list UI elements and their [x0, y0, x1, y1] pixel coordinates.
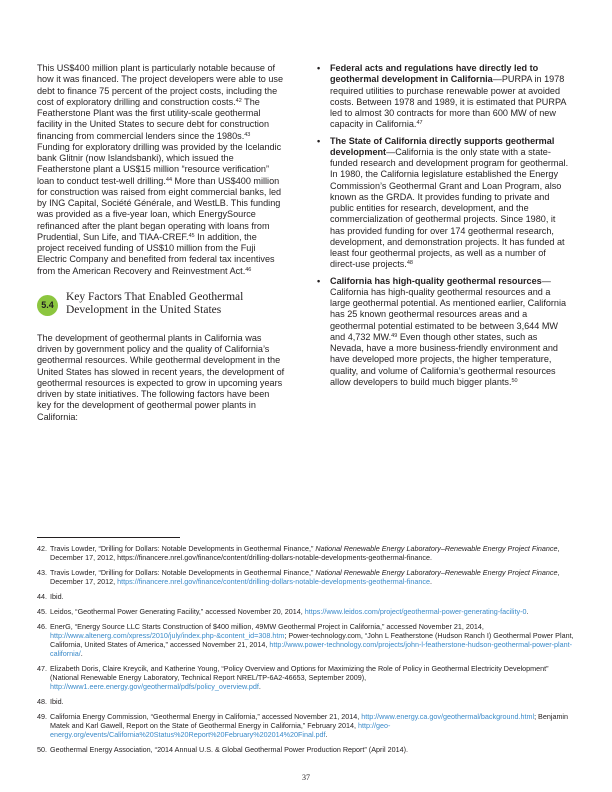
footnote-link[interactable]: http://geo-energy.org/events/California%20Status%20Report%20February%202014%20Final.pdf	[50, 721, 391, 740]
footnote-link[interactable]: http://www.altenerg.com/xpress/2010/july/index.php-&content_id=308.htm	[50, 630, 285, 640]
footnote-47: 47. Elizabeth Doris, Claire Kreycik, and Katherine Young, “Policy Overview and Options for Maximizing the Role of Policy in Geothermal Electricity Development” (National Renewable Energy Laboratory, Technical Report NREL/TP-6A2-46653, September 2009), http://www1.eere.energy.gov/geothermal/pdfs/policy_overview.pdf.	[37, 664, 549, 692]
footnote-43: 43. Travis Lowder, “Drilling for Dollars: Notable Developments in Geothermal Finance,” National Renewable Energy Laboratory–Renewable Energy Project Finance, December 17, 2012, https://financere.nrel.gov/finance/content/drilling-dollars-notable-developments-geothermal-finance.	[37, 568, 560, 587]
bullet-icon: •	[317, 275, 321, 286]
intro-paragraph: This US$400 million plant is particularly notable because of how it was financed. The project developers were able to use debt to finance 75 percent of the project costs, including the cost of exploratory drilling and construction costs.$^{42}$ The Featherstone Plant was the first utility-scale geothermal facility in the United States to secure debt for construction financing from commercial lenders since the 1980s.$^{43}$ Funding for exploratory drilling was provided by the Icelandic bank Glitnir (now Islandsbanki), which issued the Featherstone plant a US$15 million “resource verification” loan to conduct test-well drilling.$^{44}$ More than US$400 million for construction was raised from eight commercial banks, led by ING Capital, Société Générale, and WestLB. This funding was provided as a five-year loan, which EnergySource refinanced after the plant began operating with loans from Prudential, Sun Life, and TIAA-CREF.$^{45}$ In addition, the project received funding of US$10 million from the Fuji Electric Company and benefited from federal tax incentives from the American Recovery and Reinvestment Act.$^{46}$	[37, 63, 284, 276]
section-number-badge: 5.4	[37, 295, 58, 316]
list-item-lead: The State of California directly supports geothermal development	[330, 135, 555, 157]
list-item-lead: California has high-quality geothermal resources	[330, 275, 542, 286]
list-item-lead: Federal acts and regulations have directly led to geothermal development in California	[330, 63, 539, 85]
footnote-ref-49[interactable]: 49	[391, 332, 398, 339]
bullet-icon: •	[317, 63, 321, 73]
footnote-ref-50[interactable]: 50	[511, 377, 518, 384]
footnote-link[interactable]: http://www.power-technology.com/projects/john-l-featherstone-hudson-geothermal-power-plant-california/	[50, 640, 573, 659]
footnote-divider	[37, 537, 180, 538]
section-title: Key Factors That Enabled Geothermal Development in the United States	[66, 290, 244, 316]
footnote-link[interactable]: https://www.leidos.com/project/geothermal-power-generating-facility-0	[304, 606, 527, 616]
footnotes	[37, 544, 574, 760]
footnote-ref-42[interactable]: 42	[235, 97, 242, 104]
list-item	[316, 136, 572, 271]
key-factors-list	[316, 63, 572, 388]
footnote-44: 44. Ibid.	[37, 592, 64, 601]
list-item-text: —PURPA in 1978 required utilities to purchase renewable power at avoided costs. Between 1978 and 1989, it is estimated that PURPA led to almost 30 contracts for more than 600 MW of new capacity in California.	[330, 74, 566, 130]
footnote-42: 42. Travis Lowder, “Drilling for Dollars: Notable Developments in Geothermal Finance,” National Renewable Energy Laboratory–Renewable Energy Project Finance, December 17, 2012, https://financere.nrel.gov/finance/content/drilling-dollars-notable-developments-geothermal-finance.	[37, 544, 560, 563]
footnote-ref-45[interactable]: 45	[188, 232, 195, 239]
left-column	[37, 63, 285, 423]
footnote-ref-43[interactable]: 43	[244, 131, 251, 138]
footnote-50: 50. Geothermal Energy Association, “2014 Annual U.S. & Global Geothermal Power Production Report” (April 2014).	[37, 745, 408, 755]
footnote-ref-48[interactable]: 48	[406, 260, 413, 267]
section-paragraph: The development of geothermal plants in California was driven by government policy and the quality of California’s geothermal resources. While geothermal development in the United States has slowed in recent years, the development of geothermal resources is expected to grow in upcoming years driven by state initiatives. The following factors have been key for the development of geothermal power plants in California:	[37, 332, 285, 422]
footnote-link[interactable]: http://www.energy.ca.gov/geothermal/background.html	[361, 712, 535, 721]
footnote-link[interactable]: http://www1.eere.energy.gov/geothermal/pdfs/policy_overview.pdf	[50, 682, 259, 692]
bullet-icon: •	[317, 135, 321, 146]
footnote-ref-44[interactable]: 44	[165, 176, 173, 183]
footnote-link[interactable]: https://financere.nrel.gov/finance/content/drilling-dollars-notable-developments-geothermal-finance	[117, 577, 430, 587]
footnote-45: 45. Leidos, “Geothermal Power Generating Facility,” accessed November 20, 2014, https://www.leidos.com/project/geothermal-power-generating-facility-0.	[37, 606, 529, 616]
right-column	[316, 63, 572, 393]
list-item-text: —California has high-quality geothermal resources and a large geothermal potential. As mentioned earlier, California has 25 known geothermal resources areas and a geothermal potential estimated to be between 3,644 MW and 4,732 MW.	[330, 275, 567, 342]
page-number: 37	[302, 773, 310, 782]
footnote-46: 46. EnerG, “Energy Source LLC Starts Construction of $400 million, 49MW Geothermal Project in California,” accessed November 21, 2014, http://www.altenerg.com/xpress/2010/july/index.php-&content_id=308.htm; Power-technology.com, “John L Featherstone (Hudson Ranch I) Geothermal Power Plant, California, United States of America,” accessed November 21, 2014, http://www.power-technology.com/projects/john-l-featherstone-hudson-geothermal-power-plant-california/.	[37, 621, 574, 659]
list-item-text: Even though other states, such as Nevada, have a more business-friendly environment and have developed more projects, the higher temperature, quality, and volume of California’s geothermal resources allow developers to build much bigger plants.	[330, 331, 558, 387]
list-item-text: —California is the only state with a state-funded research and development program for geothermal. In 1980, the California legislature established the Energy Commission’s Geothermal Grant and Loan Program, also known as the GRDA. It provides funding to private and public entities for research, development, and the commercialization of geothermal projects. Since 1980, it has provided funding for over 174 geothermal research, development, and demonstration projects. It has funded at least four geothermal projects, as well as a number of direct-use projects.	[330, 146, 569, 270]
list-item	[316, 276, 572, 389]
section-heading	[37, 291, 285, 321]
list-item	[316, 63, 572, 131]
footnote-ref-46[interactable]: 46	[245, 266, 252, 273]
footnote-48: 48. Ibid.	[37, 697, 64, 707]
footnote-49: 49. California Energy Commission, “Geothermal Energy in California,” accessed November 21, 2014, http://www.energy.ca.gov/geothermal/background.html; Benjamin Matek and Karl Gawell, Report on the State of Geothermal Energy in California,” February 2014, http://geo-energy.org/events/California%20Status%20Report%20February%202014%20Final.pdf.	[37, 712, 569, 740]
footnote-ref-47[interactable]: 47	[416, 120, 423, 127]
